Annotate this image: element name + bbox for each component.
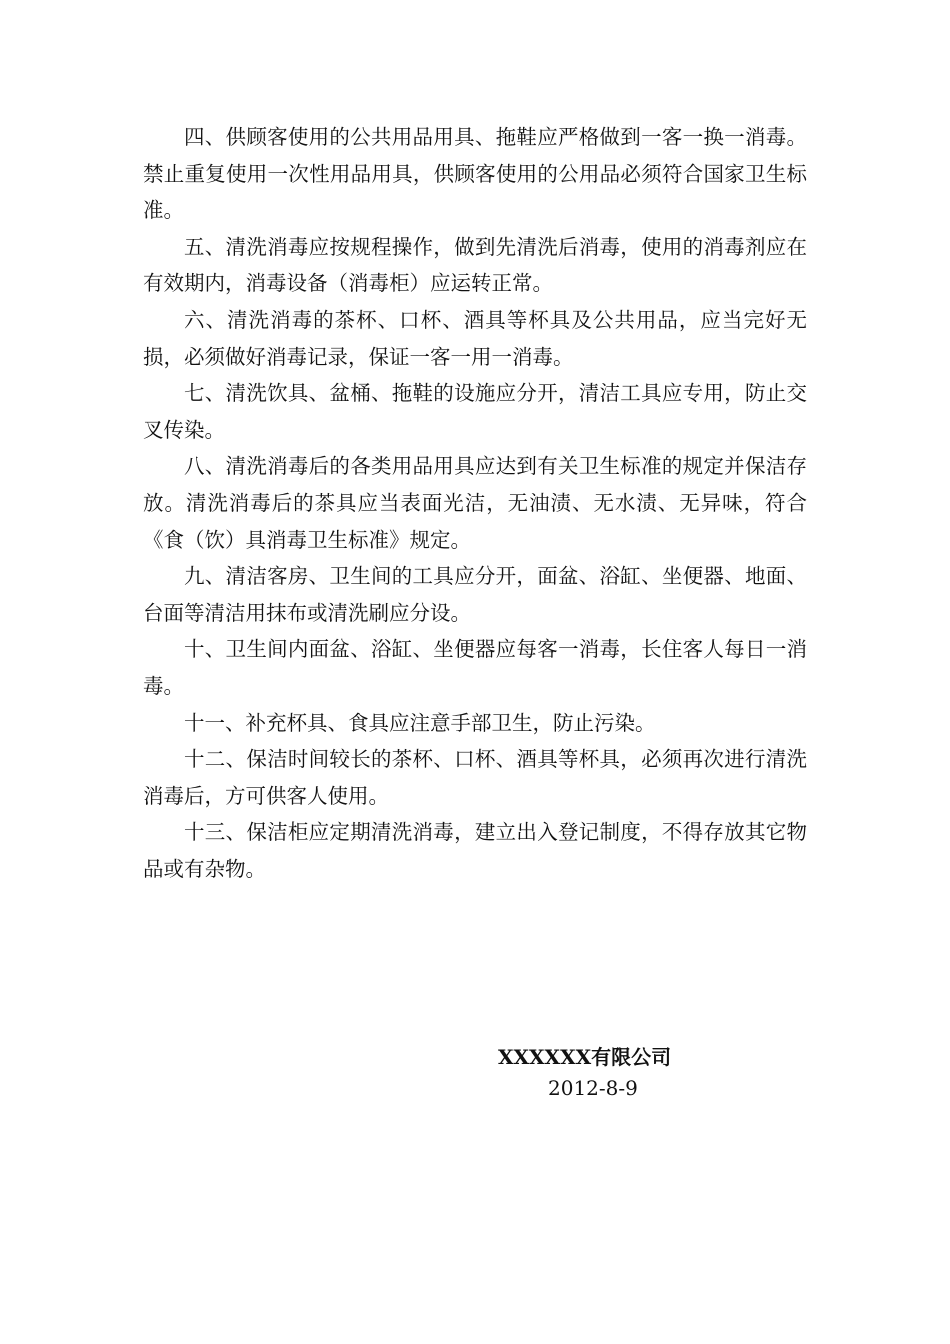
paragraph-rule-8: 八、清洗消毒后的各类用品用具应达到有关卫生标准的规定并保洁存放。清洗消毒后的茶具应当表面光洁，无油渍、无水渍、无异味，符合《食（饮）具消毒卫生标准》规定。	[143, 454, 807, 552]
paragraph-rule-10: 十、卫生间内面盆、浴缸、坐便器应每客一消毒，长住客人每日一消毒。	[143, 637, 807, 698]
paragraph-rule-12: 十二、保洁时间较长的茶杯、口杯、酒具等杯具，必须再次进行清洗消毒后，方可供客人使用。	[143, 747, 807, 808]
paragraph-rule-13: 十三、保洁柜应定期清洗消毒，建立出入登记制度，不得存放其它物品或有杂物。	[143, 820, 807, 881]
signature-company: XXXXXX有限公司	[498, 1045, 672, 1069]
paragraph-rule-4: 四、供顾客使用的公共用品用具、拖鞋应严格做到一客一换一消毒。禁止重复使用一次性用品用具，供顾客使用的公用品必须符合国家卫生标准。	[143, 125, 807, 223]
paragraph-rule-7: 七、清洗饮具、盆桶、拖鞋的设施应分开，清洁工具应专用，防止交叉传染。	[143, 381, 807, 442]
paragraph-rule-6: 六、清洗消毒的茶杯、口杯、酒具等杯具及公共用品，应当完好无损，必须做好消毒记录，保证一客一用一消毒。	[143, 307, 807, 369]
document-body	[143, 119, 807, 887]
signature-date: 2012-8-9	[548, 1076, 638, 1100]
paragraph-rule-9: 九、清洁客房、卫生间的工具应分开，面盆、浴缸、坐便器、地面、台面等清洁用抹布或清洗刷应分设。	[143, 564, 807, 625]
paragraph-rule-11: 十一、补充杯具、食具应注意手部卫生，防止污染。	[184, 710, 656, 735]
paragraph-rule-5: 五、清洗消毒应按规程操作，做到先清洗后消毒，使用的消毒剂应在有效期内，消毒设备（消毒柜）应运转正常。	[143, 234, 807, 296]
